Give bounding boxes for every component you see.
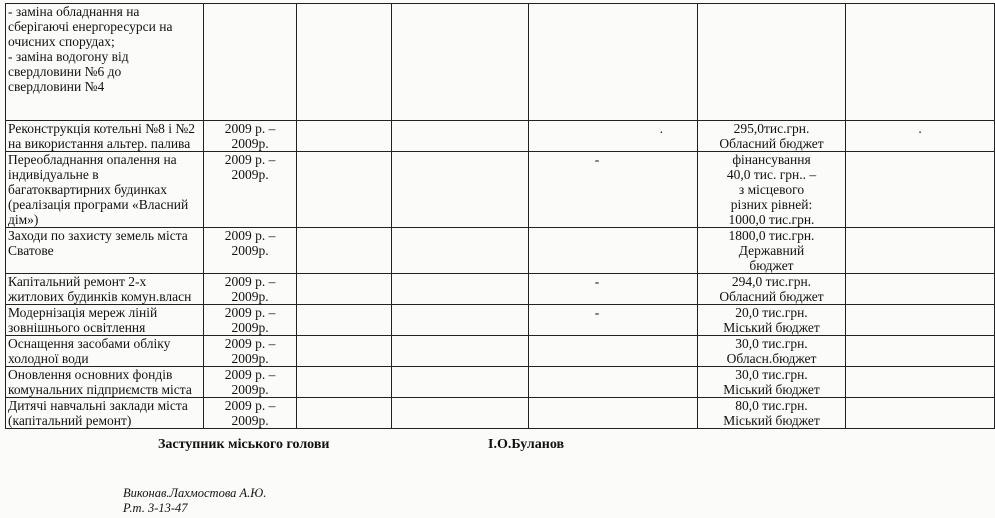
cell-measure-name: [6, 305, 204, 336]
executor-name: Виконав.Лахмостова А.Ю.: [123, 486, 267, 500]
name-line: холодної води: [8, 351, 89, 366]
cell-term: [204, 4, 297, 121]
cell-measure-name: [6, 398, 204, 429]
col6-line: фінансування: [732, 152, 811, 167]
col6-line: різних рівней:: [730, 197, 813, 212]
term-line: 2009 р. –: [224, 398, 276, 413]
cell-empty: [392, 152, 529, 228]
name-line: Модернізація мереж ліній: [8, 305, 158, 320]
cell-empty: [297, 398, 392, 429]
table-row: [6, 228, 995, 274]
table-row: [6, 4, 995, 121]
cell-term: [204, 336, 297, 367]
name-line: Переобладнання опалення на: [8, 152, 177, 167]
cell-measure-name: [6, 336, 204, 367]
name-line: свердловини №4: [8, 79, 105, 94]
cell-empty: [297, 274, 392, 305]
cell-empty: [297, 152, 392, 228]
cell-mark: [529, 367, 698, 398]
cell-empty: [392, 305, 529, 336]
cell-mark: [529, 336, 698, 367]
col6-line: Міський бюджет: [723, 320, 820, 335]
term-line: 2009р.: [231, 351, 269, 366]
name-line: Сватове: [8, 243, 54, 258]
col6-line: 1000,0 тис.грн.: [728, 212, 815, 227]
name-line: очисних спорудах;: [8, 34, 115, 49]
cell-mark: [846, 305, 995, 336]
cell-measure-name: [6, 4, 204, 121]
executor-phone: Р.т. 3-13-47: [123, 501, 188, 515]
term-line: 2009 р. –: [224, 305, 276, 320]
cell-term: [204, 121, 297, 152]
cell-mark: [529, 152, 698, 228]
term-line: 2009 р. –: [224, 228, 276, 243]
name-line: комунальних підприємств міста: [8, 382, 192, 397]
cell-mark: [846, 336, 995, 367]
col6-line: Обласн.бюджет: [726, 351, 817, 366]
table-row: [6, 305, 995, 336]
cell-funding: [698, 4, 846, 121]
col6-line: 80,0 тис.грн.: [735, 398, 808, 413]
cell-measure-name: [6, 152, 204, 228]
name-line: - заміна водогону від: [8, 49, 129, 64]
name-line: Капітальний ремонт 2-х: [8, 274, 147, 289]
name-line: житлових будинків комун.власн: [8, 289, 192, 304]
name-line: зовнішнього освітлення: [8, 320, 146, 335]
cell-term: [204, 228, 297, 274]
col6-line: 294,0 тис.грн.: [731, 274, 812, 289]
signature-position: Заступник міського голови: [158, 437, 330, 452]
name-line: - заміна обладнання на: [8, 4, 140, 19]
cell-mark-text: -: [594, 152, 600, 167]
cell-measure-name: [6, 228, 204, 274]
term-line: 2009 р. –: [224, 367, 276, 382]
cell-mark-text: -: [594, 305, 600, 320]
table-row: [6, 274, 995, 305]
table-row: [6, 336, 995, 367]
name-line: на використання альтер. палива: [8, 136, 191, 151]
cell-mark: [529, 398, 698, 429]
table-row: [6, 367, 995, 398]
col6-line: 40,0 тис. грн.. –: [726, 167, 817, 182]
name-line: Заходи по захисту земель міста: [8, 228, 188, 243]
cell-term: [204, 398, 297, 429]
cell-mark: [846, 4, 995, 121]
name-line: Реконструкція котельні №8 і №2: [8, 121, 196, 136]
col6-line: 1800,0 тис.грн.: [728, 228, 815, 243]
cell-empty: [392, 398, 529, 429]
term-line: 2009р.: [231, 243, 269, 258]
cell-term: [204, 367, 297, 398]
term-line: 2009р.: [231, 136, 269, 151]
col6-line: 30,0 тис.грн.: [735, 367, 808, 382]
name-line: свердловини №6 до: [8, 64, 122, 79]
cell-mark: [846, 398, 995, 429]
cell-mark-text: -: [594, 274, 600, 289]
term-line: 2009 р. –: [224, 152, 276, 167]
cell-mark: [846, 152, 995, 228]
col6-line: з місцевого: [738, 182, 805, 197]
name-line: Оновлення основних фондів: [8, 367, 173, 382]
name-line: Дитячі навчальні заклади міста: [8, 398, 188, 413]
cell-measure-name: [6, 367, 204, 398]
col6-line: 30,0 тис.грн.: [735, 336, 808, 351]
cell-funding: [698, 367, 846, 398]
col6-line: 295,0тис.грн.: [733, 121, 810, 136]
term-line: 2009р.: [231, 413, 269, 428]
col6-line: Міський бюджет: [723, 413, 820, 428]
col6-line: Державний: [738, 243, 805, 258]
cell-funding: [698, 121, 846, 152]
cell-empty: [392, 228, 529, 274]
term-line: 2009р.: [231, 289, 269, 304]
cell-funding: [698, 274, 846, 305]
cell-empty: [297, 336, 392, 367]
cell-mark: [846, 121, 995, 152]
cell-measure-name: [6, 121, 204, 152]
cell-mark: [846, 274, 995, 305]
cell-term: [204, 274, 297, 305]
name-line: Оснащення засобами обліку: [8, 336, 171, 351]
cell-funding: [698, 152, 846, 228]
cell-empty: [392, 274, 529, 305]
cell-mark: [529, 228, 698, 274]
term-line: 2009р.: [231, 167, 269, 182]
term-line: 2009 р. –: [224, 274, 276, 289]
name-line: (реалізація програми «Власний: [8, 197, 189, 212]
cell-mark: [846, 367, 995, 398]
measures-table: [5, 3, 995, 429]
cell-mark: [529, 274, 698, 305]
cell-empty: [392, 4, 529, 121]
cell-funding: [698, 228, 846, 274]
name-line: багатоквартирних будинках: [8, 182, 167, 197]
name-line: сберігаючі енергоресурси на: [8, 19, 173, 34]
cell-empty: [392, 121, 529, 152]
cell-term: [204, 305, 297, 336]
table-row: [6, 121, 995, 152]
cell-funding: [698, 336, 846, 367]
name-line: дім»): [8, 212, 39, 227]
cell-mark: [846, 228, 995, 274]
cell-term: [204, 152, 297, 228]
term-line: 2009р.: [231, 320, 269, 335]
name-line: індивідуальне в: [8, 167, 99, 182]
col6-line: бюджет: [749, 258, 794, 273]
cell-empty: [297, 121, 392, 152]
measures-table-body: [6, 4, 995, 429]
term-line: 2009р.: [231, 382, 269, 397]
name-line: (капітальний ремонт): [8, 413, 132, 428]
cell-funding: [698, 398, 846, 429]
cell-mark: [529, 305, 698, 336]
cell-empty: [392, 336, 529, 367]
col6-line: Обласний бюджет: [719, 289, 824, 304]
table-row: [6, 398, 995, 429]
cell-empty: [297, 4, 392, 121]
cell-mark-text: .: [659, 121, 663, 136]
cell-funding: [698, 305, 846, 336]
cell-empty: [297, 367, 392, 398]
table-row: [6, 152, 995, 228]
cell-empty: [297, 305, 392, 336]
cell-mark-text: .: [918, 121, 922, 136]
cell-mark: [529, 121, 698, 152]
term-line: 2009 р. –: [224, 121, 276, 136]
cell-mark: [529, 4, 698, 121]
col6-line: Міський бюджет: [723, 382, 820, 397]
term-line: 2009 р. –: [224, 336, 276, 351]
col6-line: 20,0 тис.грн.: [735, 305, 808, 320]
cell-measure-name: [6, 274, 204, 305]
col6-line: Обласний бюджет: [719, 136, 824, 151]
cell-empty: [392, 367, 529, 398]
signature-person: І.О.Буланов: [488, 437, 565, 452]
cell-empty: [297, 228, 392, 274]
